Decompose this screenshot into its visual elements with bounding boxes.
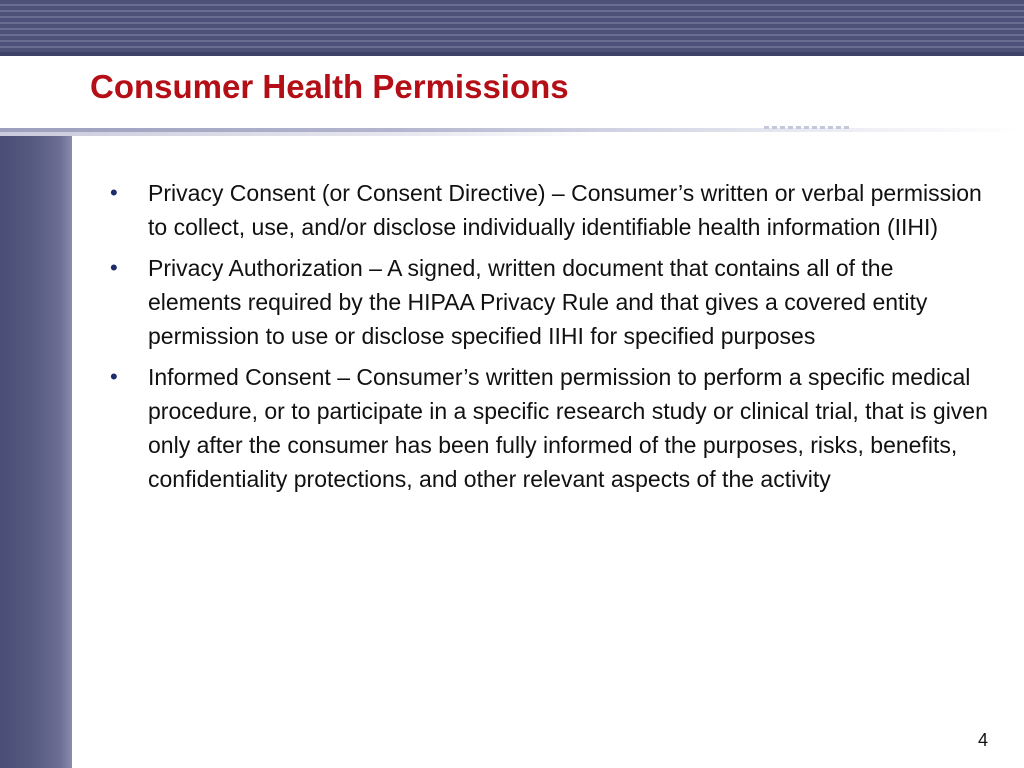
- top-decorative-band: [0, 0, 1024, 56]
- bullet-text: Privacy Consent (or Consent Directive) – Consumer’s written or verbal permission to collect, use, and/or disclose individually identifiable health information (IIHI): [148, 180, 982, 240]
- bullet-item: [108, 360, 988, 496]
- left-decorative-band: [0, 136, 72, 768]
- faint-decoration: [764, 126, 850, 129]
- slide-title: Consumer Health Permissions: [90, 68, 569, 105]
- bullet-list: [108, 176, 988, 503]
- bullet-text: Privacy Authorization – A signed, written document that contains all of the elements required by the HIPAA Privacy Rule and that gives a covered entity permission to use or disclose specified IIHI for specified purposes: [148, 255, 928, 349]
- slide-number: 4: [978, 730, 989, 750]
- bullet-marker: •: [110, 255, 118, 280]
- bullet-marker: •: [110, 364, 118, 389]
- bullet-text: Informed Consent – Consumer’s written permission to perform a specific medical procedure, or to participate in a specific research study or clinical trial, that is given only after the consumer has been fully informed of the purposes, risks, benefits, confidentiality protections, and other relevant aspects of the activity: [148, 364, 988, 492]
- title-divider-shadow: [0, 132, 600, 136]
- bullet-item: [108, 251, 988, 353]
- bullet-marker: •: [110, 180, 118, 205]
- bullet-item: [108, 176, 988, 244]
